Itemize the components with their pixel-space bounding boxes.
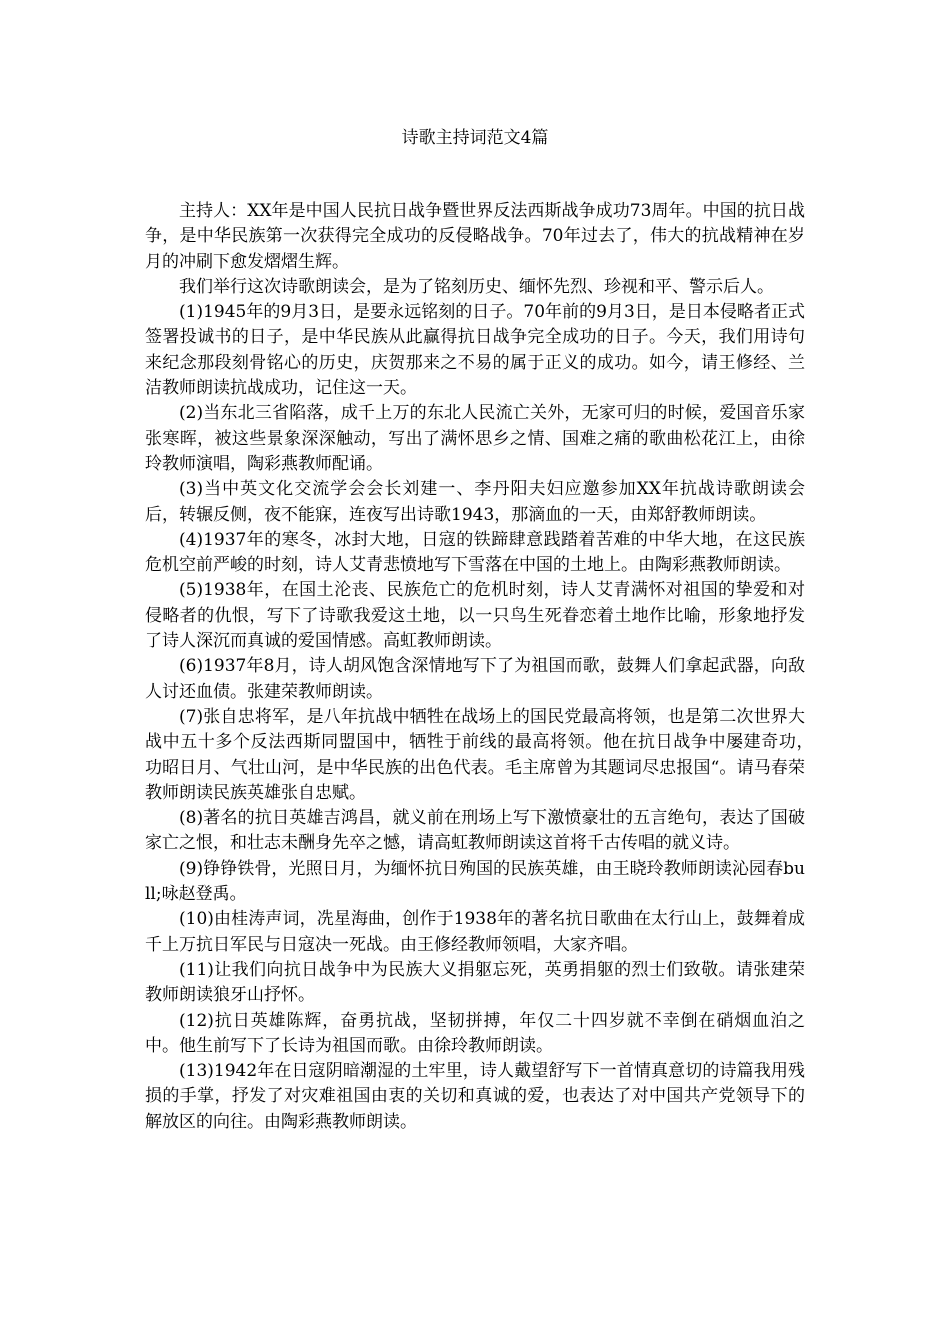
document-body bbox=[145, 199, 822, 1135]
paragraph-item-13: (13)1942年在日寇阴暗潮湿的土牢里，诗人戴望舒写下一首情真意切的诗篇我用残损的手掌，抒发了对灾难祖国由衷的关切和真诚的爱，也表达了对中国共产党领导下的解放区的向往。由陶彩燕教师朗读。 bbox=[145, 1061, 805, 1132]
paragraph-item-10: (10)由桂涛声词，冼星海曲，创作于1938年的著名抗日歌曲在太行山上，鼓舞着成千上万抗日军民与日寇决一死战。由王修经教师领唱，大家齐唱。 bbox=[145, 909, 805, 955]
paragraph-item-4: (4)1937年的寒冬，冰封大地，日寇的铁蹄肆意践踏着苦难的中华大地，在这民族危机空前严峻的时刻，诗人艾青悲愤地写下雪落在中国的土地上。由陶彩燕教师朗读。 bbox=[145, 529, 805, 576]
paragraph-item-5: (5)1938年，在国土沦丧、民族危亡的危机时刻，诗人艾青满怀对祖国的挚爱和对侵略者的仇恨，写下了诗歌我爱这土地，以一只鸟生死眷恋着土地作比喻，形象地抒发了诗人深沉而真诚的爱国情感。高虹教师朗读。 bbox=[145, 580, 805, 652]
paragraph-item-2: (2)当东北三省陷落，成千上万的东北人民流亡关外，无家可归的时候，爱国音乐家张寒晖，被这些景象深深触动，写出了满怀思乡之情、国难之痛的歌曲松花江上，由徐玲教师演唱，陶彩燕教师配诵。 bbox=[145, 403, 805, 474]
paragraph-item-9: (9)铮铮铁骨，光照日月，为缅怀抗日殉国的民族英雄，由王晓玲教师朗读沁园春bull;咏赵登禹。 bbox=[145, 858, 805, 905]
paragraph-item-11: (11)让我们向抗日战争中为民族大义捐躯忘死，英勇捐躯的烈士们致敬。请张建荣教师朗读狼牙山抒怀。 bbox=[145, 959, 805, 1006]
paragraph-item-7: (7)张自忠将军，是八年抗战中牺牲在战场上的国民党最高将领，也是第二次世界大战中五十多个反法西斯同盟国中，牺牲于前线的最高将领。他在抗日战争中屡建奇功， 功昭日月、气壮山河，是中华民族的出色代表。毛主席曾为其题词尽忠报国“。请马春荣教师朗读民族英雄张自忠赋。 bbox=[145, 706, 822, 803]
paragraph-intro: 主持人：XX年是中国人民抗日战争暨世界反法西斯战争成功73周年。中国的抗日战争，是中华民族第一次获得完全成功的反侵略战争。70年过去了，伟大的抗战精神在岁月的冲刷下愈发熠熠生辉。 bbox=[145, 201, 805, 272]
paragraph-item-12: (12)抗日英雄陈辉，奋勇抗战，坚韧拼搏，年仅二十四岁就不幸倒在硝烟血泊之中。他生前写下了长诗为祖国而歌。由徐玲教师朗读。 bbox=[145, 1010, 805, 1056]
paragraph-item-8: (8)著名的抗日英雄吉鸿昌，就义前在刑场上写下激愤豪壮的五言绝句，表达了国破家亡之恨，和壮志未酬身先卒之憾，请高虹教师朗读这首将千古传唱的就义诗。 bbox=[145, 808, 805, 854]
paragraph-item-3: (3)当中英文化交流学会会长刘建一、李丹阳夫妇应邀参加XX年抗战诗歌朗读会后，转辗反侧，夜不能寐，连夜写出诗歌1943，那滴血的一天，由郑舒教师朗读。 bbox=[145, 479, 805, 525]
document-title: 诗歌主持词范文4篇 bbox=[401, 128, 549, 148]
paragraph-item-6: (6)1937年8月，诗人胡风饱含深情地写下了为祖国而歌，鼓舞人们拿起武器，向敌人讨还血债。张建荣教师朗读。 bbox=[145, 656, 805, 702]
paragraph-item-1: (1)1945年的9月3日，是要永远铭刻的日子。70年前的9月3日，是日本侵略者正式签署投诚书的日子，是中华民族从此赢得抗日战争完全成功的日子。今天，我们用诗句来纪念那段刻骨铭心的历史，庆贺那来之不易的属于正义的成功。如今，请王修经、兰洁教师朗读抗战成功，记住这一天。 bbox=[145, 302, 805, 399]
paragraph-purpose: 我们举行这次诗歌朗读会，是为了铭刻历史、缅怀先烈、珍视和平、警示后人。 bbox=[179, 276, 774, 297]
